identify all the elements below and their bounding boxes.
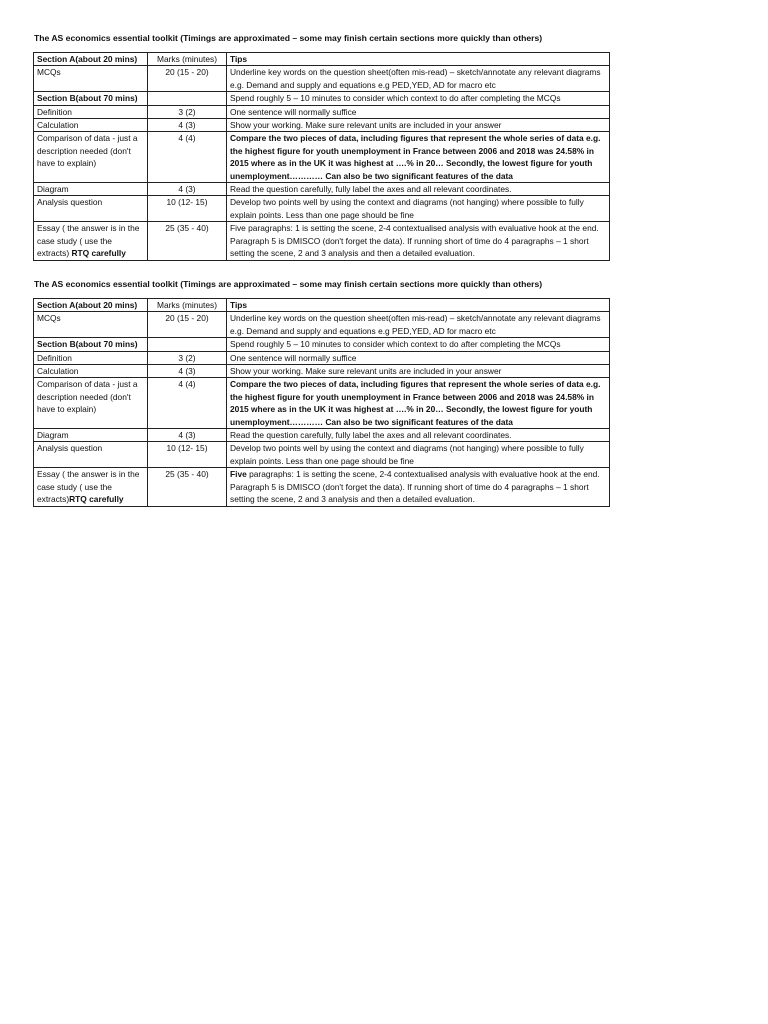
table-row: [34, 92, 610, 105]
header-marks: Marks (minutes): [148, 53, 227, 66]
table-row: [34, 119, 610, 132]
row-marks: 4 (3): [148, 119, 227, 132]
row-tip: One sentence will normally suffice: [227, 351, 610, 364]
row-marks: 4 (3): [148, 429, 227, 442]
row-label: Analysis question: [34, 442, 148, 468]
header-marks: Marks (minutes): [148, 299, 227, 312]
row-marks: 20 (15 - 20): [148, 66, 227, 92]
row-marks: 10 (12- 15): [148, 196, 227, 222]
row-label: MCQs: [34, 312, 148, 338]
toolkit-block-1: [33, 33, 609, 261]
row-marks: [148, 92, 227, 105]
table-row: [34, 312, 610, 338]
row-marks: [148, 338, 227, 351]
table-header-row: [34, 299, 610, 312]
row-tip: [227, 468, 610, 506]
row-marks: 4 (4): [148, 378, 227, 429]
row-marks: 3 (2): [148, 351, 227, 364]
table-row: [34, 66, 610, 92]
row-label: Calculation: [34, 365, 148, 378]
row-label: Section B(about 70 mins): [34, 338, 148, 351]
table-row: [34, 365, 610, 378]
row-tip: Spend roughly 5 – 10 minutes to consider which context to do after completing the MCQs: [227, 92, 610, 105]
row-tip: Show your working. Make sure relevant units are included in your answer: [227, 365, 610, 378]
row-tip-bold: Five: [230, 469, 247, 480]
toolkit-title: The AS economics essential toolkit (Timings are approximated – some may finish certain sections more quickly than others): [34, 279, 543, 289]
table-row: [34, 105, 610, 118]
row-tip: [227, 222, 610, 260]
row-tip: Underline key words on the question sheet(often mis-read) – sketch/annotate any relevant diagrams e.g. Demand and supply and equations e.g PED,YED, AD for macro etc: [227, 66, 610, 92]
toolkit-block-2: [33, 279, 609, 507]
row-tip-text: Five paragraphs: 1 is setting the scene, 2-4 contextualised analysis with evaluative hook at the end. Paragraph 5 is DMISCO (don't forget the data). If running short of time do 4 paragraphs – 1 short setting the scene, 2 and 3 analysis and then a detailed evaluation.: [230, 223, 599, 259]
table-row: [34, 196, 610, 222]
row-tip: Read the question carefully, fully label the axes and all relevant coordinates.: [227, 429, 610, 442]
row-tip: Develop two points well by using the context and diagrams (not hanging) where possible to fully explain points. Less than one page should be fine: [227, 196, 610, 222]
row-label: MCQs: [34, 66, 148, 92]
header-section-a: Section A(about 20 mins): [34, 53, 148, 66]
table-header-row: [34, 53, 610, 66]
table-row: [34, 468, 610, 506]
row-marks: 25 (35 - 40): [148, 222, 227, 260]
row-marks: 4 (3): [148, 183, 227, 196]
row-label: Analysis question: [34, 196, 148, 222]
row-marks: 4 (4): [148, 132, 227, 183]
row-tip: Underline key words on the question sheet(often mis-read) – sketch/annotate any relevant diagrams e.g. Demand and supply and equations e.g PED,YED, AD for macro etc: [227, 312, 610, 338]
row-label: [34, 468, 148, 506]
row-label: Diagram: [34, 183, 148, 196]
table-row: [34, 222, 610, 260]
header-section-a: Section A(about 20 mins): [34, 299, 148, 312]
row-label: Calculation: [34, 119, 148, 132]
table-row: [34, 132, 610, 183]
row-label-bold: RTQ carefully: [69, 494, 124, 505]
toolkit-table: [33, 52, 610, 261]
row-label: Comparison of data - just a description needed (don't have to explain): [34, 132, 148, 183]
row-tip: Show your working. Make sure relevant units are included in your answer: [227, 119, 610, 132]
row-label-bold: RTQ carefully: [71, 248, 126, 259]
table-row: [34, 183, 610, 196]
table-row: [34, 442, 610, 468]
row-marks: 25 (35 - 40): [148, 468, 227, 506]
row-tip: Develop two points well by using the context and diagrams (not hanging) where possible to fully explain points. Less than one page should be fine: [227, 442, 610, 468]
row-label: [34, 222, 148, 260]
toolkit-table: [33, 298, 610, 507]
row-label: Definition: [34, 105, 148, 118]
row-tip: Compare the two pieces of data, including figures that represent the whole series of data e.g. the highest figure for youth unemployment in France between 2006 and 2018 was 24.58% in 2015 where as in the UK it was highest at ….% in 20… Secondly, the lowest figure for youth unemployment………… Can also be two significant features of the data: [227, 378, 610, 429]
toolkit-title: The AS economics essential toolkit (Timings are approximated – some may finish certain sections more quickly than others): [34, 33, 543, 43]
row-marks: 3 (2): [148, 105, 227, 118]
row-label: Diagram: [34, 429, 148, 442]
table-row: [34, 351, 610, 364]
row-tip: Spend roughly 5 – 10 minutes to consider which context to do after completing the MCQs: [227, 338, 610, 351]
row-label: Section B(about 70 mins): [34, 92, 148, 105]
header-tips: Tips: [227, 299, 610, 312]
table-row: [34, 429, 610, 442]
row-marks: 10 (12- 15): [148, 442, 227, 468]
header-tips: Tips: [227, 53, 610, 66]
row-tip: One sentence will normally suffice: [227, 105, 610, 118]
row-label-text: Essay ( the answer is in the case study ( use the extracts): [37, 223, 140, 259]
table-row: [34, 338, 610, 351]
row-label: Definition: [34, 351, 148, 364]
row-tip: Compare the two pieces of data, including figures that represent the whole series of data e.g. the highest figure for youth unemployment in France between 2006 and 2018 was 24.58% in 2015 where as in the UK it was highest at ….% in 20… Secondly, the lowest figure for youth unemployment………… Can also be two significant features of the data: [227, 132, 610, 183]
table-row: [34, 378, 610, 429]
row-marks: 20 (15 - 20): [148, 312, 227, 338]
row-tip-text: paragraphs: 1 is setting the scene, 2-4 contextualised analysis with evaluative hook at the end. Paragraph 5 is DMISCO (don't forget the data). If running short of time do 4 paragraphs – 1 short setting the scene, 2 and 3 analysis and then a detailed evaluation.: [230, 469, 600, 505]
row-tip: Read the question carefully, fully label the axes and all relevant coordinates.: [227, 183, 610, 196]
row-label-text: Essay ( the answer is in the case study ( use the extracts): [37, 469, 140, 505]
row-marks: 4 (3): [148, 365, 227, 378]
row-label: Comparison of data - just a description needed (don't have to explain): [34, 378, 148, 429]
